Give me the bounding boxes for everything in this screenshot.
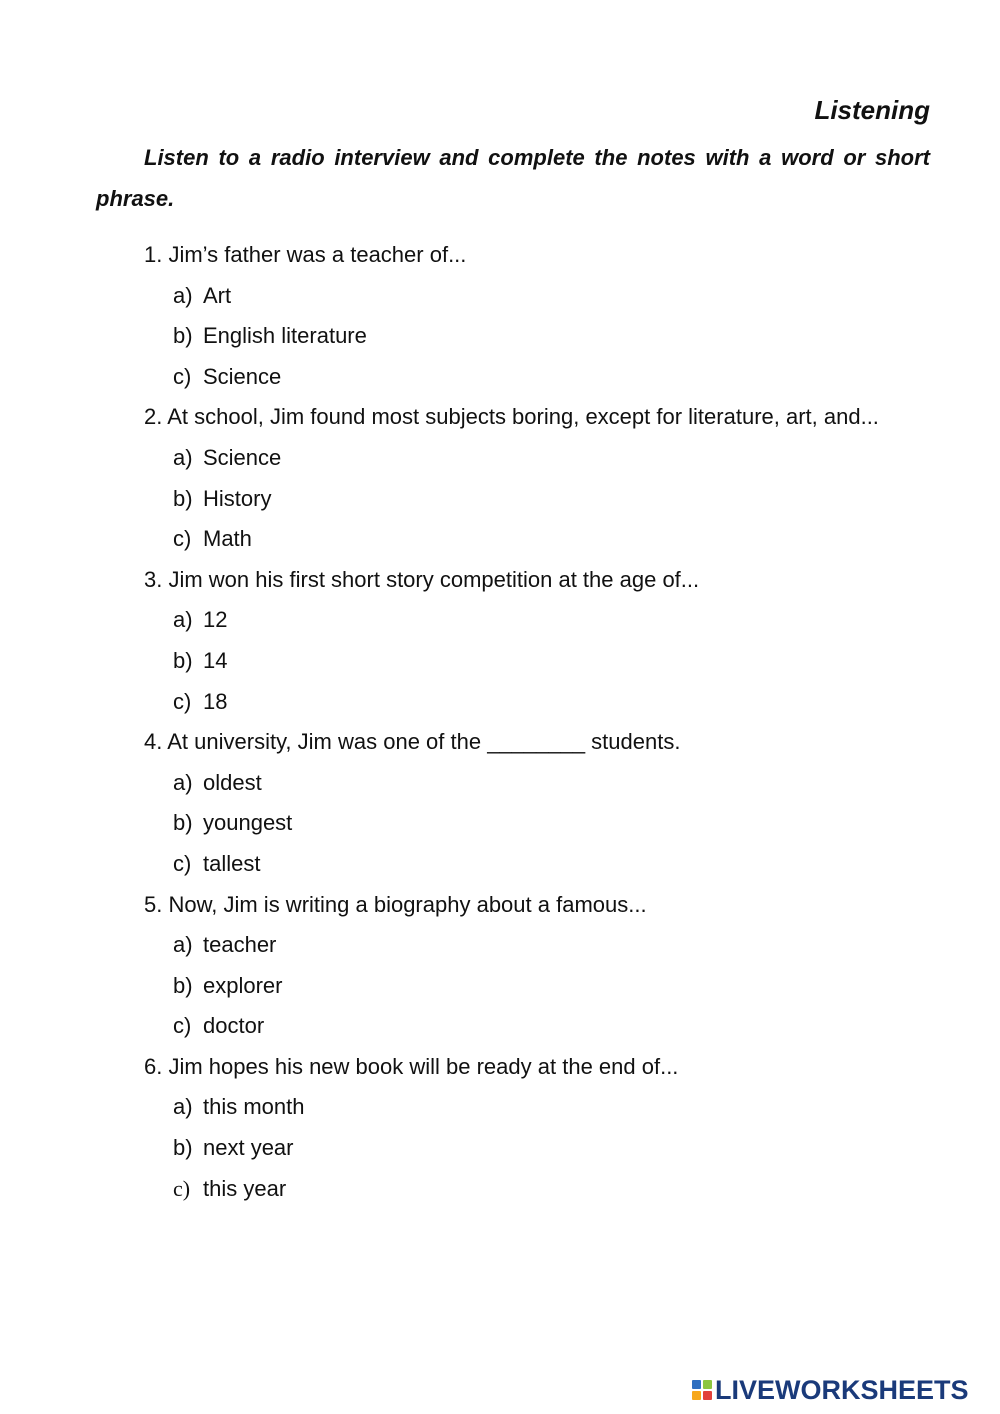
logo-square (703, 1391, 712, 1400)
option-letter: c) (173, 1175, 191, 1201)
logo-square (703, 1380, 712, 1389)
instructions: Listen to a radio interview and complete the notes with a word or short phrase. (96, 145, 930, 211)
option-text: Math (203, 526, 252, 552)
option-text: 12 (203, 607, 228, 633)
question-text: 3. Jim won his first short story competition at the age of... (144, 566, 700, 592)
option-a[interactable] (144, 925, 884, 966)
question-5 (144, 885, 884, 1047)
option-letter: c) (173, 688, 192, 714)
option-b[interactable] (144, 316, 884, 357)
option-letter: c) (173, 526, 192, 552)
option-text: Science (203, 363, 282, 389)
option-letter: b) (173, 485, 193, 511)
option-c[interactable] (144, 1006, 884, 1047)
question-text: 2. At school, Jim found most subjects boring, except for literature, art, and... (144, 404, 879, 430)
option-text: tallest (203, 850, 261, 876)
option-letter: c) (173, 850, 192, 876)
option-a[interactable] (144, 1087, 884, 1128)
option-c[interactable] (144, 519, 884, 560)
option-a[interactable] (144, 763, 884, 804)
option-text: teacher (203, 932, 277, 958)
option-text: History (203, 485, 272, 511)
question-4 (144, 722, 884, 884)
question-text: 5. Now, Jim is writing a biography about a famous... (144, 891, 647, 917)
logo-text: LIVEWORKSHEETS (715, 1374, 969, 1405)
option-text: this year (203, 1175, 287, 1201)
page-title: Listening (814, 95, 930, 125)
option-text: Science (203, 444, 282, 470)
option-text: Art (203, 282, 232, 308)
option-text: doctor (203, 1013, 265, 1039)
option-a[interactable] (144, 600, 884, 641)
option-text: next year (203, 1135, 294, 1161)
logo-square (692, 1380, 701, 1389)
option-text: 14 (203, 647, 228, 673)
option-letter: b) (173, 323, 193, 349)
question-1 (144, 235, 884, 397)
question-list (144, 235, 884, 1209)
question-text: 6. Jim hopes his new book will be ready at the end of... (144, 1053, 679, 1079)
liveworksheets-logo (692, 1375, 969, 1405)
option-text: this month (203, 1094, 305, 1120)
option-b[interactable] (144, 1128, 884, 1169)
question-text: 1. Jim’s father was a teacher of... (144, 242, 467, 267)
option-c[interactable] (144, 682, 884, 723)
question-3 (144, 560, 884, 722)
option-letter: b) (173, 647, 193, 673)
option-text: explorer (203, 972, 283, 998)
option-letter: a) (173, 769, 193, 795)
option-letter: a) (173, 444, 193, 470)
option-text: youngest (203, 810, 293, 836)
option-letter: c) (173, 363, 192, 389)
option-b[interactable] (144, 641, 884, 682)
option-c[interactable] (144, 357, 884, 398)
option-a[interactable] (144, 438, 884, 479)
option-c[interactable] (144, 844, 884, 885)
option-letter: a) (173, 607, 193, 633)
option-letter: a) (173, 282, 193, 308)
option-c[interactable] (144, 1169, 884, 1210)
option-letter: a) (173, 1094, 193, 1120)
question-2 (144, 397, 884, 559)
question-text: 4. At university, Jim was one of the ________ students. (144, 729, 681, 755)
option-letter: b) (173, 1135, 193, 1161)
option-b[interactable] (144, 479, 884, 520)
option-b[interactable] (144, 966, 884, 1007)
option-text: 18 (203, 688, 228, 714)
question-6 (144, 1047, 884, 1209)
logo-grid-icon (692, 1380, 712, 1400)
option-text: oldest (203, 769, 262, 795)
option-b[interactable] (144, 803, 884, 844)
option-letter: b) (173, 972, 193, 998)
option-text: English literature (203, 323, 367, 349)
option-a[interactable] (144, 276, 884, 317)
option-letter: c) (173, 1013, 192, 1039)
logo-square (692, 1391, 701, 1400)
option-letter: b) (173, 810, 193, 836)
option-letter: a) (173, 932, 193, 958)
